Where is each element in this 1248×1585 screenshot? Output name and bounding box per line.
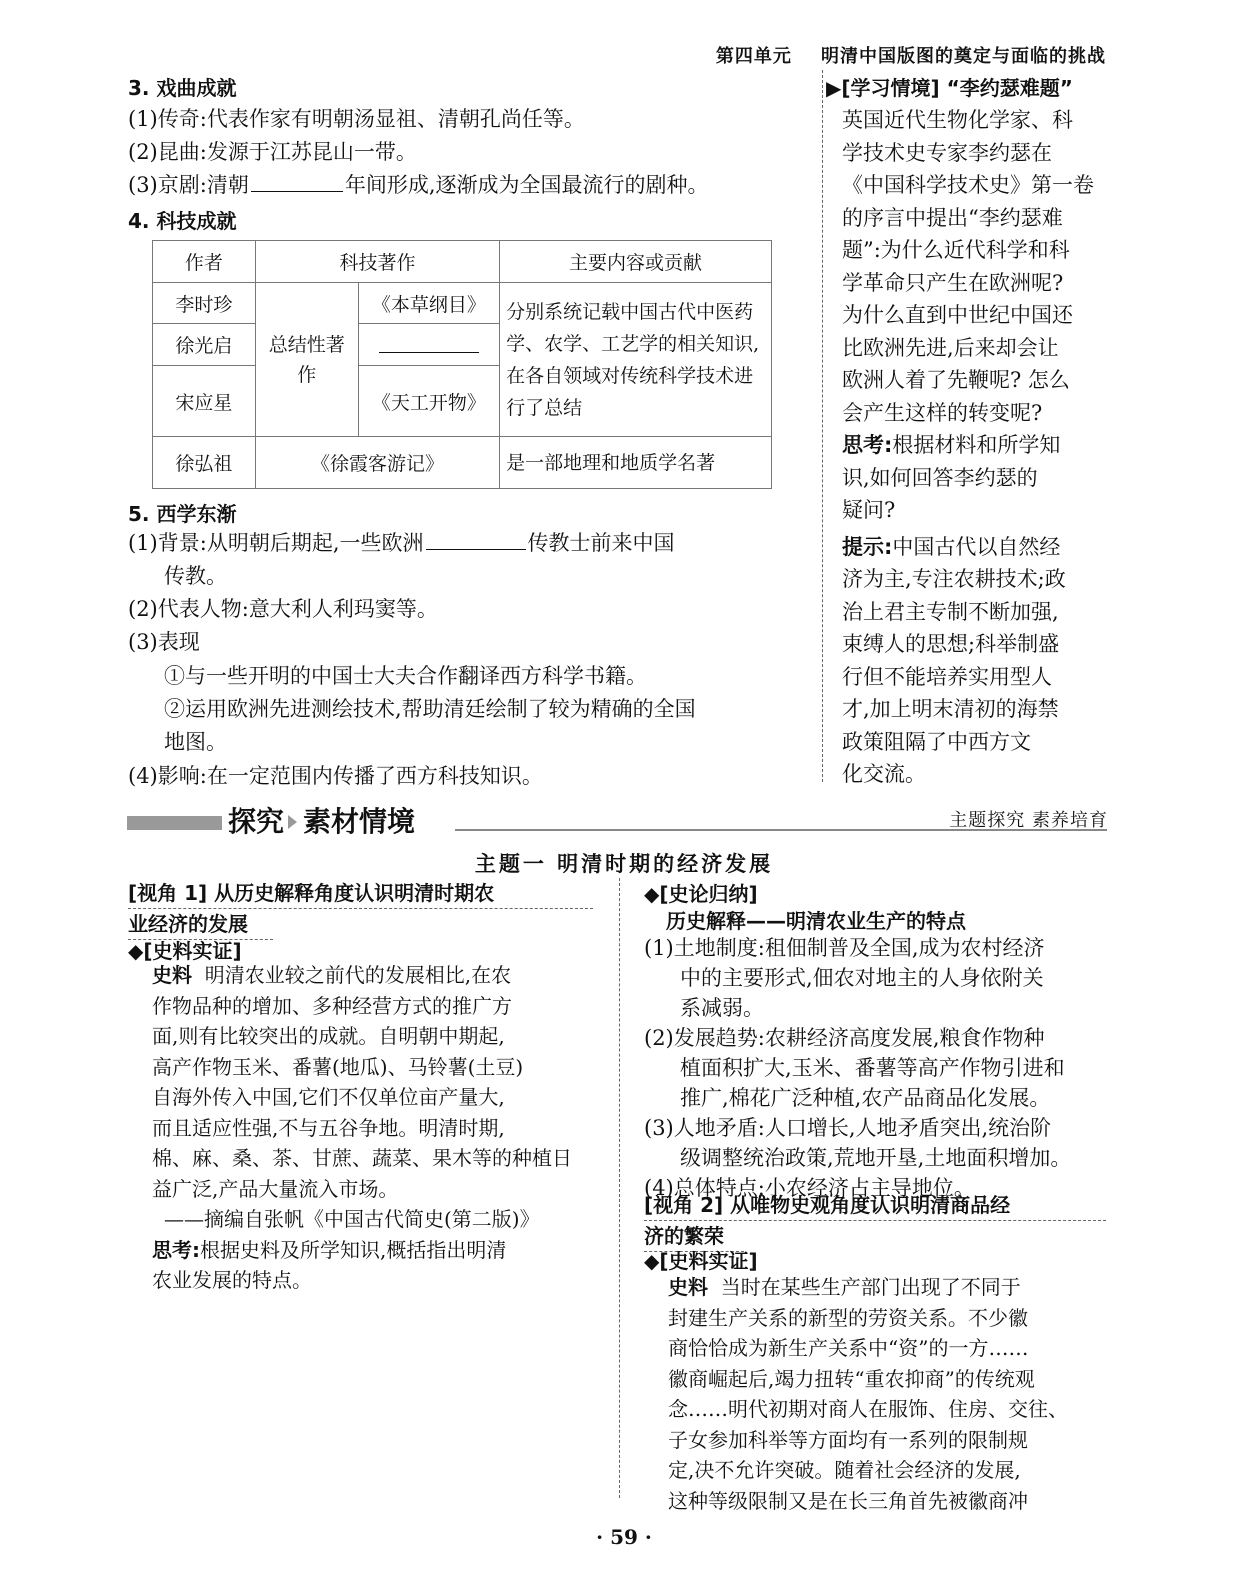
content-cell: 分别系统记载中国古代中医药学、农学、工艺学的相关知识,在各自领域对传统科学技术进行了总结 bbox=[500, 283, 772, 437]
drama-line-1: (1)传奇:代表作家有明朝汤显祖、清朝孔尚任等。 bbox=[128, 107, 585, 131]
right-points bbox=[644, 933, 1071, 1203]
sidebar-think-line bbox=[842, 429, 1094, 462]
content-cell: 是一部地理和地质学名著 bbox=[500, 437, 772, 489]
source-line: 作物品种的增加、多种经营方式的推广方 bbox=[152, 993, 512, 1018]
source-line: 高产作物玉米、番薯(地瓜)、马铃薯(土豆) bbox=[152, 1054, 524, 1079]
category-cell: 总结性著作 bbox=[255, 283, 358, 437]
sidebar-line: 政策阻隔了中西方文 bbox=[842, 729, 1031, 754]
source-text: 当时在某些生产部门出现了不同于 bbox=[720, 1275, 1021, 1299]
source-line: 自海外传入中国,它们不仅单位亩产量大, bbox=[152, 1085, 505, 1109]
page-number: · 59 · bbox=[596, 1525, 652, 1549]
sidebar-line: 束缚人的思想;科举制盛 bbox=[842, 632, 1060, 656]
point-line: (2)发展趋势:农耕经济高度发展,粮食作物种 bbox=[644, 1026, 1045, 1050]
sidebar-hint-line bbox=[842, 531, 1094, 564]
point-line: 级调整统治政策,荒地开垦,土地面积增加。 bbox=[680, 1146, 1072, 1170]
sidebar-line: 行但不能培养实用型人 bbox=[842, 664, 1052, 689]
source-line: 商恰恰成为新生产关系中“资”的一方…… bbox=[668, 1336, 1029, 1360]
think-label: 思考: bbox=[152, 1237, 200, 1262]
author-cell: 宋应星 bbox=[153, 366, 256, 437]
hint-text: 中国古代以自然经 bbox=[892, 534, 1061, 559]
banner-bar bbox=[127, 816, 222, 830]
source-line: 面,则有比较突出的成就。自明朝中期起, bbox=[152, 1024, 505, 1048]
source-line: 封建生产关系的新型的劳资关系。不少徽 bbox=[668, 1305, 1028, 1330]
western-perf-2a: ②运用欧洲先进测绘技术,帮助清廷绘制了较为精确的全国 bbox=[164, 697, 696, 721]
source-label: 史料 bbox=[668, 1275, 708, 1299]
point-line: (3)人地矛盾:人口增长,人地矛盾突出,统治阶 bbox=[644, 1116, 1052, 1140]
source-line: 徽商崛起后,竭力扭转“重农抑商”的传统观 bbox=[668, 1366, 1035, 1391]
point-line: 系减弱。 bbox=[680, 996, 764, 1020]
sidebar-line: 比欧洲先进,后来却会让 bbox=[842, 335, 1059, 360]
point-line: 推广,棉花广泛种植,农产品商品化发展。 bbox=[680, 1086, 1051, 1110]
header-work: 科技著作 bbox=[255, 241, 499, 283]
left-source bbox=[152, 960, 572, 1296]
drama-line-3b: 年间形成,逐渐成为全国最流行的剧种。 bbox=[344, 173, 709, 197]
sidebar-text bbox=[842, 104, 1094, 791]
source-line: 棉、麻、桑、茶、甘蔗、蔬菜、果木等的种植日 bbox=[152, 1146, 572, 1170]
hint-label: 提示: bbox=[842, 534, 893, 559]
work-cell-blank bbox=[358, 324, 500, 366]
column-divider bbox=[619, 878, 620, 1498]
view1-line-a: [视角 1] 从历史解释角度认识明清时期农 bbox=[128, 878, 593, 909]
western-impact: (4)影响:在一定范围内传播了西方科技知识。 bbox=[128, 764, 543, 788]
sidebar-title: ▶[学习情境] “李约瑟难题” bbox=[826, 76, 1073, 100]
think-text: 根据材料和所学知 bbox=[892, 433, 1061, 457]
drama-line-2: (2)昆曲:发源于江苏昆山一带。 bbox=[128, 140, 417, 164]
drama-heading: 3. 戏曲成就 bbox=[128, 76, 237, 100]
western-bg-a: (1)背景:从明朝后期起,一些欧洲 bbox=[128, 531, 424, 555]
work-cell: 《天工开物》 bbox=[358, 366, 500, 437]
view2-line-a: [视角 2] 从唯物史观角度认识明清商品经 bbox=[644, 1190, 1106, 1221]
sidebar-line: 欧洲人着了先鞭呢? 怎么 bbox=[842, 368, 1070, 392]
point-line: (1)土地制度:租佃制普及全国,成为农村经济 bbox=[644, 936, 1045, 960]
running-header bbox=[716, 42, 1106, 68]
western-heading: 5. 西学东渐 bbox=[128, 502, 237, 526]
fill-blank bbox=[379, 332, 479, 353]
unit-label: 第四单元 bbox=[715, 46, 792, 67]
source-label: 史料 bbox=[152, 963, 192, 987]
western-perf-1: ①与一些开明的中国士大夫合作翻译西方科学书籍。 bbox=[164, 664, 647, 688]
science-heading: 4. 科技成就 bbox=[128, 209, 237, 233]
western-bg-c: 传教。 bbox=[164, 564, 227, 588]
sidebar-line: 识,如何回答李约瑟的 bbox=[842, 465, 1038, 490]
sidebar-line: 疑问? bbox=[842, 498, 896, 522]
point-line: (4)总体特点:小农经济占主导地位。 bbox=[644, 1176, 975, 1200]
table-row bbox=[153, 437, 772, 489]
fill-blank bbox=[251, 171, 343, 192]
work-cell: 《本草纲目》 bbox=[358, 283, 500, 324]
work-cell: 《徐霞客游记》 bbox=[255, 437, 499, 489]
source-citation: ——摘编自张帆《中国古代简史(第二版)》 bbox=[164, 1207, 540, 1231]
sidebar-line: 题”:为什么近代科学和科 bbox=[842, 238, 1070, 262]
explore-title-a: 探究 bbox=[228, 805, 285, 838]
western-bg-line bbox=[128, 527, 675, 560]
drama-line-3a: (3)京剧:清朝 bbox=[128, 173, 249, 197]
source-line: 念……明代初期对商人在服饰、住房、交往、 bbox=[668, 1397, 1068, 1421]
explore-subtitle: 主题探究 素养培育 bbox=[949, 810, 1108, 831]
view1-line-b: 业经济的发展 bbox=[128, 909, 273, 940]
think-text: 根据史料及所学知识,概括指出明清 bbox=[200, 1237, 507, 1262]
view2-heading bbox=[644, 1190, 1106, 1252]
header-author: 作者 bbox=[153, 241, 256, 283]
source-line bbox=[152, 960, 572, 991]
source-line: 子女参加科举等方面均有一系列的限制规 bbox=[668, 1427, 1028, 1452]
right-tag-2: ◆[史料实证] bbox=[644, 1249, 758, 1273]
right-heading: 历史解释——明清农业生产的特点 bbox=[666, 909, 966, 933]
view2-line-b: 济的繁荣 bbox=[644, 1221, 744, 1252]
unit-title: 明清中国版图的奠定与面临的挑战 bbox=[821, 46, 1106, 67]
table-row bbox=[153, 283, 772, 324]
left-think-line bbox=[152, 1235, 572, 1266]
sidebar-line: 化交流。 bbox=[842, 762, 926, 786]
table-header-row bbox=[153, 241, 772, 283]
western-rep: (2)代表人物:意大利人利玛窦等。 bbox=[128, 597, 438, 621]
sidebar-line: 才,加上明末清初的海禁 bbox=[842, 697, 1059, 721]
author-cell: 徐弘祖 bbox=[153, 437, 256, 489]
western-perf: (3)表现 bbox=[128, 630, 200, 654]
source-line: 这种等级限制又是在长三角首先被徽商冲 bbox=[668, 1488, 1028, 1513]
left-tag: ◆[史料实证] bbox=[128, 939, 242, 963]
sidebar-line: 英国近代生物化学家、科 bbox=[842, 108, 1073, 132]
author-cell: 徐光启 bbox=[153, 324, 256, 366]
source-line: 而且适应性强,不与五谷争地。明清时期, bbox=[152, 1115, 505, 1140]
sidebar-line: 会产生这样的转变呢? bbox=[842, 400, 1043, 425]
author-cell: 李时珍 bbox=[153, 283, 256, 324]
sidebar-line: 学技术史专家李约瑟在 bbox=[842, 140, 1052, 165]
sidebar-line: 济为主,专注农耕技术;政 bbox=[842, 567, 1066, 591]
sidebar-line: 《中国科学技术史》第一卷 bbox=[842, 173, 1094, 197]
point-line: 中的主要形式,佃农对地主的人身依附关 bbox=[680, 966, 1044, 990]
explore-title bbox=[228, 800, 415, 840]
sidebar-line: 治上君主专制不断加强, bbox=[842, 599, 1059, 624]
drama-line-3 bbox=[128, 169, 709, 202]
source-text: 明清农业较之前代的发展相比,在农 bbox=[204, 963, 512, 987]
column-divider bbox=[822, 70, 823, 782]
source-line: 益广泛,产品大量流入市场。 bbox=[152, 1176, 399, 1201]
view1-heading bbox=[128, 878, 593, 940]
western-bg-b: 传教士前来中国 bbox=[527, 531, 675, 555]
sidebar-line: 为什么直到中世纪中国还 bbox=[842, 303, 1073, 327]
left-think-line-2: 农业发展的特点。 bbox=[152, 1268, 312, 1292]
think-label: 思考: bbox=[842, 433, 893, 457]
explore-title-b: 素材情境 bbox=[303, 805, 416, 838]
fill-blank bbox=[426, 529, 526, 550]
right-source bbox=[668, 1272, 1068, 1516]
science-table bbox=[152, 240, 772, 489]
header-content: 主要内容或贡献 bbox=[500, 241, 772, 283]
source-line: 定,决不允许突破。随着社会经济的发展, bbox=[668, 1458, 1021, 1482]
point-line: 植面积扩大,玉米、番薯等高产作物引进和 bbox=[680, 1056, 1065, 1080]
sidebar-line: 的序言中提出“李约瑟难 bbox=[842, 205, 1063, 230]
topic-title: 主题一 明清时期的经济发展 bbox=[474, 852, 774, 876]
source-line bbox=[668, 1272, 1068, 1303]
triangle-icon bbox=[288, 815, 297, 829]
western-perf-2b: 地图。 bbox=[164, 730, 227, 754]
sidebar-line: 学革命只产生在欧洲呢? bbox=[842, 270, 1064, 295]
right-tag: ◆[史论归纳] bbox=[644, 882, 758, 906]
